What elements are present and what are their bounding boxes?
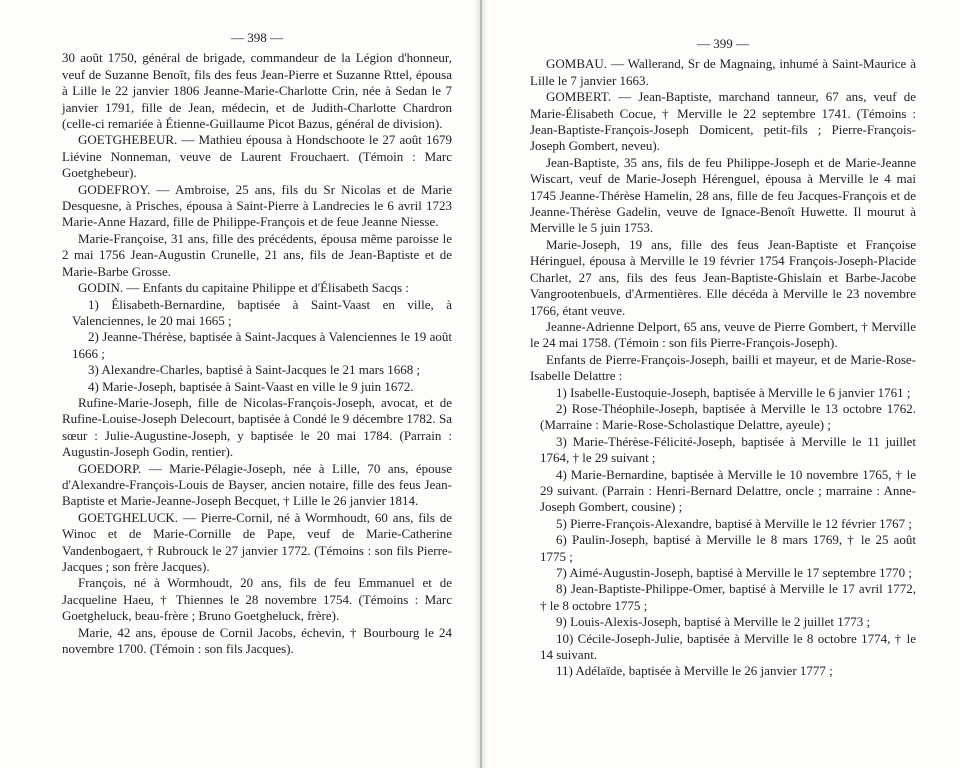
list-item: 4) Marie-Bernardine, baptisée à Merville le 10 novembre 1765, † le 29 suivant. (Parrain : Henri-Bernard Delattre, oncle ; marraine : Anne-Joseph Gombert, cousine) ; (540, 466, 916, 515)
paragraph: Enfants de Pierre-François-Joseph, bailli et mayeur, et de Marie-Rose-Isabelle Delattre : (530, 351, 916, 384)
paragraph: Marie, 42 ans, épouse de Cornil Jacobs, échevin, † Bourbourg le 24 novembre 1700. (Témoin : son fils Jacques). (62, 624, 452, 657)
paragraph: GOEDORP. — Marie-Pélagie-Joseph, née à Lille, 70 ans, épouse d'Alexandre-François-Louis de Bayser, ancien notaire, fille des feus Jean-Baptiste et Marie-Jeanne-Joseph Becquet, † Lille le 26 janvier 1814. (62, 460, 452, 509)
paragraph: GOMBAU. — Wallerand, Sr de Magnaing, inhumé à Saint-Maurice à Lille le 7 janvier 1663. (530, 56, 916, 88)
list-item: 3) Marie-Thérèse-Félicité-Joseph, baptisée à Merville le 11 juillet 1764, † le 29 suivant ; (540, 433, 916, 466)
list-item: 11) Adélaïde, baptisée à Merville le 26 janvier 1777 ; (556, 663, 833, 679)
paragraph: GOMBERT. — Jean-Baptiste, marchand tanneur, 67 ans, veuf de Marie-Élisabeth Cocue, † Merville le 22 septembre 1741. (Témoins : Jean-Baptiste-François-Joseph Domicent, petit-fils ; Pierre-François-Joseph Gombert, neveu). (530, 89, 916, 154)
paragraph: Marie-Françoise, 31 ans, fille des précédents, épousa même paroisse le 2 mai 1756 Jean-Augustin Crunelle, 21 ans, fils de Jean-Baptiste et de Marie-Barbe Grosse. (62, 230, 452, 279)
paragraph: 30 août 1750, général de brigade, commandeur de la Légion d'honneur, veuf de Suzanne Benoît, fils des feus Jean-Pierre et Suzanne Rttel, épousa à Lille le 22 janvier 1806 Jeanne-Marie-Charlotte Crin, née à Sedan le 7 janvier 1791, fille de Jean, médecin, et de Judith-Charlotte Chardron (celle-ci remariée à Étienne-Guillaume Picot Bazus, général de division). (62, 50, 452, 132)
page-number: — 398 — (231, 30, 283, 45)
list-item: 10) Cécile-Joseph-Julie, baptisée à Merville le 8 octobre 1774, † le 14 suivant. (540, 630, 916, 663)
list-item: 2) Jeanne-Thérèse, baptisée à Saint-Jacques à Valenciennes le 19 août 1666 ; (72, 329, 452, 361)
right-page (484, 0, 960, 768)
paragraph: François, né à Wormhoudt, 20 ans, fils de feu Emmanuel et de Jacqueline Haeu, † Thiennes le 28 novembre 1754. (Témoins : Marc Goetgheluck, beau-frère ; Bruno Goetgheluck, frère). (62, 575, 452, 624)
list-item: 8) Jean-Baptiste-Philippe-Omer, baptisé à Merville le 17 avril 1772, † le 8 octobre 1775 ; (540, 581, 916, 613)
list-item: 4) Marie-Joseph, baptisée à Saint-Vaast en ville le 9 juin 1672. (88, 378, 414, 394)
list-item: 9) Louis-Alexis-Joseph, baptisé à Merville le 2 juillet 1773 ; (556, 614, 871, 630)
list-item: 2) Rose-Théophile-Joseph, baptisée à Merville le 13 octobre 1762. (Marraine : Marie-Rose-Scholastique Delattre, ayeule) ; (540, 400, 916, 433)
paragraph: GOETGHEBEUR. — Mathieu épousa à Hondschoote le 27 août 1679 Liévine Nonneman, veuve de Laurent Frouchaert. (Témoin : Marc Goetghebeur). (62, 132, 452, 181)
paragraph: Marie-Joseph, 19 ans, fille des feus Jean-Baptiste et Françoise Héringuel, épousa à Merville le 19 février 1754 François-Joseph-Placide Charlet, 27 ans, fils des feus Jean-Baptiste-Ghislain et Barbe-Jacobe Vangrootenbuels, d'Armentières. Elle décéda à Merville le 23 novembre 1766, étant veuve. (530, 236, 916, 318)
page-number: — 399 — (697, 36, 749, 51)
paragraph: GOETGHELUCK. — Pierre-Cornil, né à Wormhoudt, 60 ans, fils de Winoc et de Marie-Cornille de Pape, veuf de Marie-Catherine Vandenbogaert, † Rubrouck le 27 janvier 1772. (Témoins : son fils Pierre-Jacques ; son frère Jacques). (62, 509, 452, 574)
paragraph: GODEFROY. — Ambroise, 25 ans, fils du Sr Nicolas et de Marie Desquesne, à Prisches, épousa à Saint-Pierre à Landrecies le 6 avril 1723 Marie-Anne Hazard, fille de Philippe-François et de feue Jeanne Niesse. (62, 181, 452, 230)
list-item: 1) Élisabeth-Bernardine, baptisée à Saint-Vaast en ville, à Valenciennes, le 20 mai 1665 ; (72, 296, 452, 328)
list-item: 3) Alexandre-Charles, baptisé à Saint-Jacques le 21 mars 1668 ; (88, 362, 421, 378)
paragraph: Jeanne-Adrienne Delport, 65 ans, veuve de Pierre Gombert, † Merville le 24 mai 1758. (Témoin : son fils Pierre-François-Joseph). (530, 318, 916, 351)
list-item: 5) Pierre-François-Alexandre, baptisé à Merville le 12 février 1767 ; (556, 515, 912, 531)
paragraph: Rufine-Marie-Joseph, fille de Nicolas-François-Joseph, avocat, et de Rufine-Louise-Joseph Delecourt, baptisée à Condé le 9 décembre 1782. Sa sœur : Julie-Augustine-Joseph, y baptisée le 20 mai 1784. (Parrain : Augustin-Joseph Godin, rentier). (62, 394, 452, 460)
paragraph: GODIN. — Enfants du capitaine Philippe et d'Élisabeth Sacqs : (78, 280, 409, 296)
list-item: 6) Paulin-Joseph, baptisé à Merville le 8 mars 1769, † le 25 août 1775 ; (540, 532, 916, 564)
list-item: 7) Aimé-Augustin-Joseph, baptisé à Merville le 17 septembre 1770 ; (556, 565, 912, 580)
paragraph: Jean-Baptiste, 35 ans, fils de feu Philippe-Joseph et de Marie-Jeanne Wiscart, veuf de Marie-Joseph Hérenguel, épousa à Merville le 4 mai 1745 Jeanne-Thérèse Hamelin, 28 ans, fille de feu Jacques-François et de Jeanne-Thérèse Gadelin, veuve de Ignace-Benoît Huwette. Il mourut à Merville le 5 juin 1753. (530, 154, 916, 236)
list-item: 1) Isabelle-Eustoquie-Joseph, baptisée à Merville le 6 janvier 1761 ; (556, 384, 911, 400)
